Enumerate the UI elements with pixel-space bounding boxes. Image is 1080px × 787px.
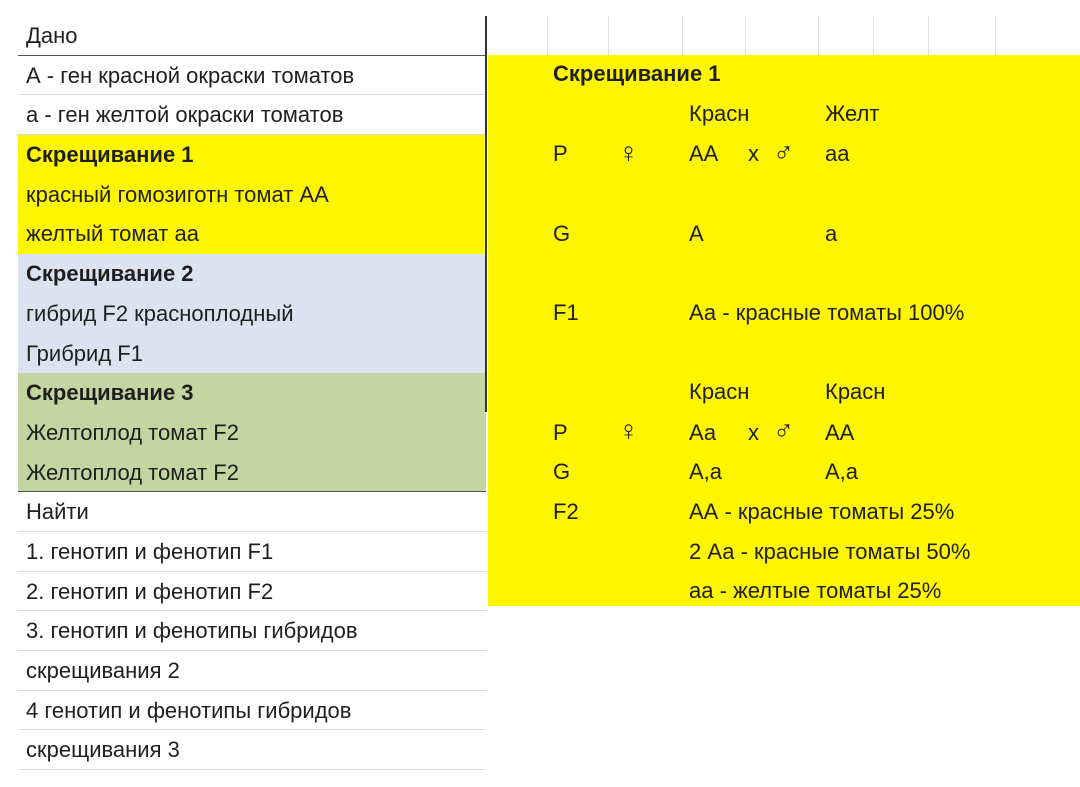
f2-result: аа - желтые томаты 25% — [689, 578, 942, 603]
pheno-female-1: Красн — [689, 101, 750, 126]
gamete-male-1: а — [825, 221, 838, 246]
solution-title: Скрещивание 1 — [553, 61, 721, 86]
grid-line — [547, 16, 548, 56]
given-row[interactable]: а - ген желтой окраски томатов — [18, 95, 486, 135]
cross2-title[interactable]: Скрещивание 2 — [18, 254, 486, 294]
f1-result: Аа - красные томаты 100% — [689, 300, 965, 325]
male-icon: ♂ — [773, 137, 794, 168]
male-icon: ♂ — [773, 415, 794, 446]
grid-line — [928, 16, 929, 56]
cross2-row[interactable]: Грибрид F1 — [18, 334, 486, 374]
given-header[interactable]: Дано — [18, 16, 486, 56]
gamete-female-1: А — [689, 221, 704, 246]
cross1-row[interactable]: желтый томат аа — [18, 214, 486, 254]
find-row[interactable]: скрещивания 3 — [18, 730, 486, 770]
cross2-row[interactable]: гибрид F2 красноплодный — [18, 294, 486, 334]
male-genotype-1: аа — [825, 141, 850, 166]
grid-line — [873, 16, 874, 56]
pheno-male-2: Красн — [825, 379, 886, 404]
female-genotype-2: Аа — [689, 420, 717, 445]
f1-label: F1 — [553, 300, 579, 325]
find-row[interactable]: 1. генотип и фенотип F1 — [18, 532, 486, 572]
pheno-male-1: Желт — [825, 101, 880, 126]
f2-label: F2 — [553, 499, 579, 524]
grid-line — [608, 16, 609, 56]
given-column — [18, 16, 486, 770]
column-divider — [485, 16, 487, 412]
grid-line — [995, 16, 996, 56]
f2-result: АА - красные томаты 25% — [689, 499, 955, 524]
grid-line — [818, 16, 819, 56]
find-row[interactable]: 4 генотип и фенотипы гибридов — [18, 691, 486, 731]
male-genotype-2: АА — [825, 420, 855, 445]
pheno-female-2: Красн — [689, 379, 750, 404]
cross1-title[interactable]: Скрещивание 1 — [18, 135, 486, 175]
female-icon: ♀ — [618, 137, 639, 168]
find-row[interactable]: скрещивания 2 — [18, 651, 486, 691]
gamete-female-2: А,а — [689, 459, 723, 484]
cross3-row[interactable]: Желтоплод томат F2 — [18, 413, 486, 453]
p-label-2: P — [553, 420, 568, 445]
grid-line — [745, 16, 746, 56]
cross-sign-2: x — [748, 420, 759, 445]
find-row[interactable]: 2. генотип и фенотип F2 — [18, 572, 486, 612]
given-row[interactable]: А - ген красной окраски томатов — [18, 56, 486, 96]
g-label-1: G — [553, 221, 571, 246]
female-genotype-1: АА — [689, 141, 719, 166]
f2-result: 2 Аа - красные томаты 50% — [689, 539, 971, 564]
g-label-2: G — [553, 459, 571, 484]
female-icon: ♀ — [618, 415, 639, 446]
grid-line — [682, 16, 683, 56]
p-label-1: P — [553, 141, 568, 166]
gamete-male-2: А,а — [825, 459, 859, 484]
cross3-row[interactable]: Желтоплод томат F2 — [18, 453, 486, 493]
cross-sign-1: x — [748, 141, 759, 166]
find-header[interactable]: Найти — [18, 492, 486, 532]
cross3-title[interactable]: Скрещивание 3 — [18, 373, 486, 413]
cross1-row[interactable]: красный гомозиготн томат АА — [18, 175, 486, 215]
find-row[interactable]: 3. генотип и фенотипы гибридов — [18, 611, 486, 651]
